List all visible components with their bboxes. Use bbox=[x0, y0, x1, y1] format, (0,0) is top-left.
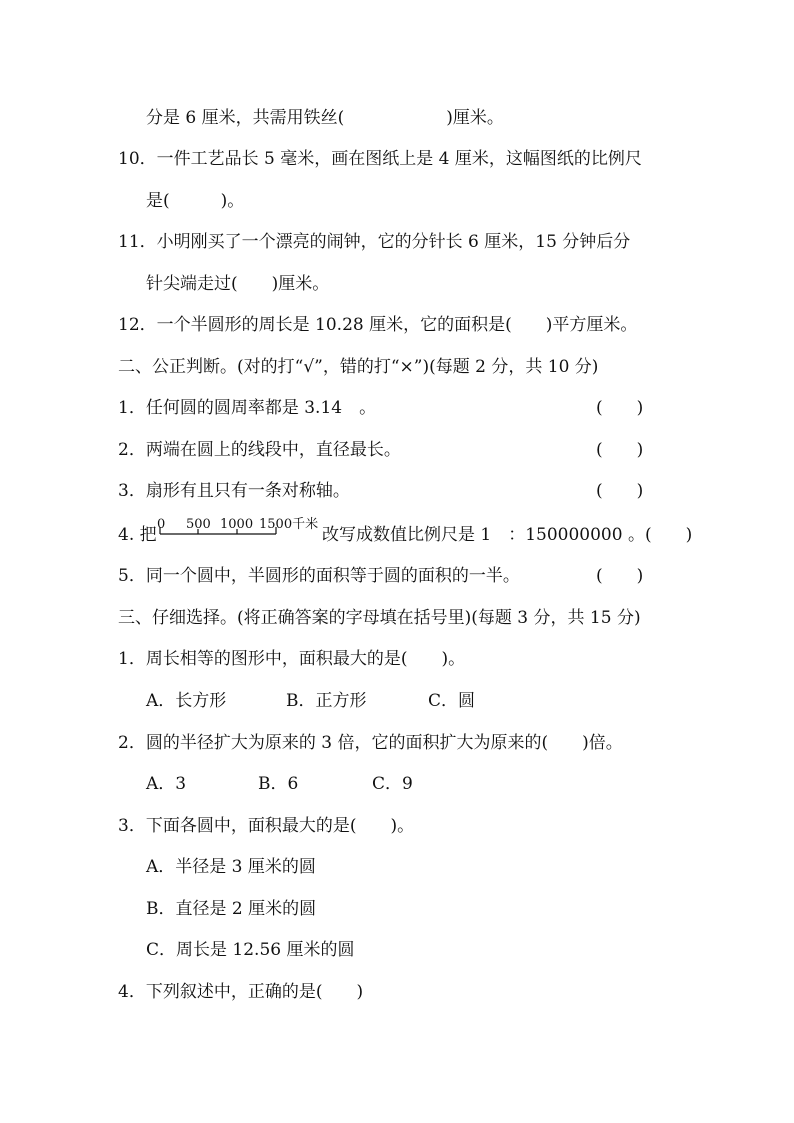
tf-q3: 3．扇形有且只有一条对称轴。 bbox=[118, 481, 350, 501]
tf-q1: 1．任何圆的圆周率都是 3.14 。 bbox=[118, 398, 377, 418]
tf-q3-answer[interactable]: ( ) bbox=[596, 481, 644, 501]
q9-tail: 分是 6 厘米，共需用铁丝( )厘米。 bbox=[146, 108, 504, 128]
q12: 12．一个半圆形的周长是 10.28 厘米，它的面积是( )平方厘米。 bbox=[118, 315, 638, 335]
mc-q3-option-a: A．半径是 3 厘米的圆 bbox=[146, 857, 316, 877]
q10-line1: 10．一件工艺品长 5 毫米，画在图纸上是 4 厘米，这幅图纸的比例尺 bbox=[118, 149, 642, 169]
section3-heading: 三、仔细选择。(将正确答案的字母填在括号里)(每题 3 分，共 15 分) bbox=[118, 608, 641, 628]
tf-q4-suffix: 改写成数值比例尺是 1 ：150000000 。( ) bbox=[322, 525, 693, 545]
tf-q2-answer[interactable]: ( ) bbox=[596, 440, 644, 460]
q11-line1: 11．小明刚买了一个漂亮的闹钟，它的分针长 6 厘米，15 分钟后分 bbox=[118, 232, 631, 252]
tf-q1-answer[interactable]: ( ) bbox=[596, 398, 644, 418]
mc-q3-option-b: B．直径是 2 厘米的圆 bbox=[146, 899, 317, 919]
mc-q4: 4．下列叙述中，正确的是( ) bbox=[118, 982, 364, 1002]
mc-q2-option-a: A．3 bbox=[146, 774, 187, 794]
q11-line2: 针尖端走过( )厘米。 bbox=[146, 274, 330, 294]
mc-q3-option-c: C．周长是 12.56 厘米的圆 bbox=[146, 940, 355, 960]
mc-q2-option-b: B．6 bbox=[258, 774, 299, 794]
tf-q4-prefix: 4. 把 bbox=[118, 525, 157, 545]
mc-q2-option-c: C．9 bbox=[372, 774, 413, 794]
q10-line2: 是( )。 bbox=[146, 191, 245, 211]
tf-q5-answer[interactable]: ( ) bbox=[596, 566, 644, 586]
mc-q2: 2．圆的半径扩大为原来的 3 倍，它的面积扩大为原来的( )倍。 bbox=[118, 733, 623, 753]
tf-q2: 2．两端在圆上的线段中，直径最长。 bbox=[118, 440, 401, 460]
section2-heading: 二、公正判断。(对的打“√”，错的打“×”)(每题 2 分，共 10 分) bbox=[118, 357, 599, 377]
mc-q1-option-c: C．圆 bbox=[428, 691, 476, 711]
scale-label-1500: 1500千米 bbox=[259, 517, 319, 532]
mc-q1-option-a: A．长方形 bbox=[146, 691, 227, 711]
mc-q1-option-b: B．正方形 bbox=[286, 691, 367, 711]
scale-label-500: 500 bbox=[186, 517, 211, 532]
tf-q5: 5．同一个圆中，半圆形的面积等于圆的面积的一半。 bbox=[118, 566, 520, 586]
scale-label-0: 0 bbox=[157, 517, 166, 532]
mc-q1: 1．周长相等的图形中，面积最大的是( )。 bbox=[118, 649, 466, 669]
scale-label-1000: 1000 bbox=[220, 517, 254, 532]
mc-q3: 3．下面各圆中，面积最大的是( )。 bbox=[118, 816, 415, 836]
